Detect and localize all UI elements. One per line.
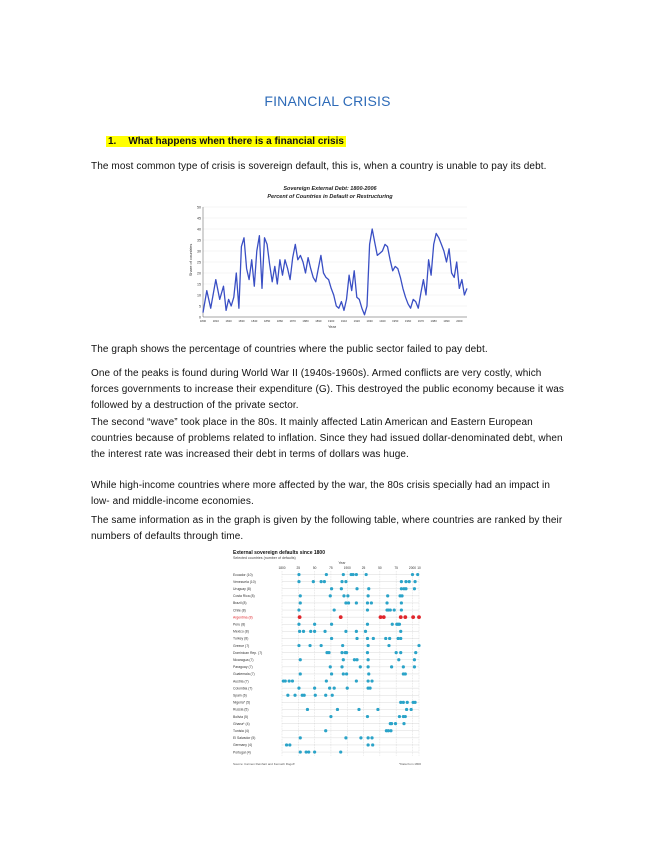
x-tick-label: 1960: [404, 319, 412, 323]
default-dot: [355, 679, 358, 682]
default-dot: [359, 665, 362, 668]
paragraph-world-war: One of the peaks is found during World War II (1940s-1960s). Armed conflicts are very costly, which forces governments to increase their expenditure (G). This destroyed the public economy because it was followed by a destruction of the private sector.: [91, 368, 565, 411]
chart-x-ticks: [200, 319, 463, 323]
default-dot: [405, 708, 408, 711]
default-dot: [340, 665, 343, 668]
x-tick-label: 1890: [315, 319, 322, 323]
default-dot: [402, 665, 405, 668]
default-dot: [411, 573, 414, 576]
default-dot: [331, 694, 334, 697]
x-tick-label: 25: [296, 566, 301, 570]
dot-chart-rows: [233, 573, 421, 755]
default-dot: [342, 594, 345, 597]
default-dot: [298, 615, 302, 619]
table-row: [233, 615, 421, 619]
default-dot: [344, 580, 347, 583]
default-dot: [313, 630, 316, 633]
table-row: [233, 672, 419, 676]
default-dot: [387, 644, 390, 647]
default-dot: [355, 587, 358, 590]
default-dot: [297, 687, 300, 690]
y-tick-label: 40: [197, 227, 201, 232]
default-dot: [417, 615, 421, 619]
chart-y-ticks: [197, 205, 201, 319]
default-dot: [342, 672, 345, 675]
default-dot: [329, 715, 332, 718]
default-dot: [389, 608, 392, 611]
default-dot: [385, 601, 388, 604]
table-row: [233, 693, 419, 697]
default-dot: [303, 694, 306, 697]
x-tick-label: 50: [312, 566, 317, 570]
default-dot: [297, 608, 300, 611]
table-row: [233, 722, 419, 726]
default-dot: [366, 601, 369, 604]
default-dot: [400, 580, 403, 583]
table-row: [233, 736, 419, 740]
document-title: FINANCIAL CRISIS: [264, 93, 391, 109]
default-dot: [400, 608, 403, 611]
default-dot: [346, 687, 349, 690]
default-dot: [395, 651, 398, 654]
default-dot: [342, 573, 345, 576]
default-dot: [371, 743, 374, 746]
x-tick-label: 1900: [328, 319, 335, 323]
y-tick-label: 0: [199, 315, 201, 320]
x-tick-label: 1850: [263, 319, 271, 323]
default-dot: [340, 587, 343, 590]
section-number: 1.: [108, 136, 117, 147]
default-dot: [344, 736, 347, 739]
x-tick-label: 2000: [456, 319, 463, 323]
x-tick-label: 75: [394, 566, 398, 570]
default-dot: [384, 637, 387, 640]
default-dot: [367, 665, 370, 668]
default-dot: [330, 637, 333, 640]
default-dot: [355, 637, 358, 640]
country-label: Ecuador (10): [233, 572, 253, 577]
country-label: Guatemala (7): [233, 672, 255, 677]
country-label: Nigeria* (5): [233, 700, 251, 705]
country-label: Germany (4): [233, 743, 253, 748]
default-dot: [299, 672, 302, 675]
table-row: [233, 679, 419, 683]
country-label: Colombia (7): [233, 686, 253, 691]
default-dot: [345, 651, 348, 654]
default-dot: [333, 608, 336, 611]
default-dot: [330, 623, 333, 626]
default-dot: [306, 708, 309, 711]
default-dot: [399, 630, 402, 633]
default-dot: [370, 679, 373, 682]
default-dot: [398, 715, 401, 718]
paragraph-table-intro: The same information as in the graph is given by the following table, where countries are ranked by their numbers of defaults through time.: [91, 515, 563, 542]
default-dot: [325, 679, 328, 682]
default-dot: [291, 679, 294, 682]
default-dot: [320, 644, 323, 647]
default-share-line-chart: [187, 183, 474, 329]
default-dot: [389, 729, 392, 732]
default-dot: [302, 630, 305, 633]
country-label: Bolivia (5): [233, 714, 249, 719]
table-row: [233, 587, 419, 591]
default-dot: [367, 672, 370, 675]
x-tick-label: 2000: [408, 566, 417, 570]
default-dot: [323, 630, 326, 633]
default-dot: [367, 658, 370, 661]
default-dot: [364, 630, 367, 633]
default-dot: [330, 672, 333, 675]
default-dot: [367, 736, 370, 739]
default-dot: [299, 736, 302, 739]
table-row: [233, 686, 419, 690]
default-dot: [314, 694, 317, 697]
x-tick-label: 1820: [225, 319, 232, 323]
default-dot: [288, 743, 291, 746]
dot-chart-subtitle: Selected countries (number of defaults): [233, 556, 296, 560]
default-dot: [293, 694, 296, 697]
default-dot: [417, 644, 420, 647]
country-label: Brazil (8): [233, 601, 247, 606]
default-dot: [339, 615, 343, 619]
default-dot: [402, 722, 405, 725]
default-dot: [340, 651, 343, 654]
default-dot: [406, 701, 409, 704]
chart-x-axis-label: Year: [327, 324, 337, 329]
y-tick-label: 35: [197, 238, 201, 243]
section-heading: [106, 136, 346, 147]
default-dot: [393, 608, 396, 611]
country-label: Dominican Rep. (7): [233, 650, 263, 655]
paragraph-second-wave: The second “wave” took place in the 80s. It mainly affected Latin American and Eastern European countries because of problems related to inflation. Since they had issued dollar-denominated debt, when the interest rate was increased their debt in terms of dollars was huge.: [91, 417, 563, 460]
default-dot: [410, 708, 413, 711]
paragraph-graph-description: The graph shows the percentage of countries where the public sector failed to pay debt.: [91, 344, 488, 355]
default-dot: [339, 750, 342, 753]
default-dot: [411, 615, 415, 619]
default-dot: [413, 658, 416, 661]
x-tick-label: 1940: [379, 319, 386, 323]
country-label: Ghana* (4): [233, 721, 250, 726]
default-dot: [370, 601, 373, 604]
x-tick-label: 50: [378, 566, 382, 570]
table-row: [233, 644, 421, 648]
x-tick-label: 1970: [417, 319, 424, 323]
default-dot: [386, 594, 389, 597]
default-dot: [330, 587, 333, 590]
table-row: [233, 701, 419, 705]
x-tick-label: 1930: [366, 319, 373, 323]
default-dot: [390, 722, 393, 725]
chart-title: Sovereign External Debt: 1800-2006: [283, 186, 377, 192]
default-dot: [352, 573, 355, 576]
default-dot: [367, 679, 370, 682]
default-dot: [299, 658, 302, 661]
default-dot: [324, 729, 327, 732]
table-row: [233, 750, 419, 754]
dot-chart-x-axis-label: Year: [338, 561, 346, 565]
y-tick-label: 10: [197, 293, 201, 298]
paragraph-intro: The most common type of crisis is sovereign default, this is, when a country is unable to pay its debt.: [91, 161, 547, 172]
default-dot: [366, 623, 369, 626]
default-dot: [413, 580, 416, 583]
default-dot: [297, 623, 300, 626]
country-label: Costa Rica (8): [233, 594, 255, 599]
table-row: [233, 715, 419, 719]
table-row: [233, 637, 419, 641]
country-label: Nicaragua (7): [233, 657, 254, 662]
default-dot: [367, 644, 370, 647]
default-dot: [309, 630, 312, 633]
table-row: [233, 743, 419, 747]
default-dot: [308, 644, 311, 647]
default-dot: [404, 580, 407, 583]
chart-y-axis-label: Share of countries: [188, 243, 193, 277]
x-tick-label: 1920: [353, 319, 360, 323]
default-dot: [355, 630, 358, 633]
default-dot: [285, 743, 288, 746]
default-dot: [399, 637, 402, 640]
default-dot: [355, 601, 358, 604]
default-dot: [390, 665, 393, 668]
default-dot: [328, 687, 331, 690]
table-row: [233, 651, 419, 655]
default-dot: [323, 580, 326, 583]
country-label: Turkey (8): [233, 636, 249, 641]
table-row: [233, 601, 419, 605]
x-tick-label: 1830: [238, 319, 245, 323]
table-row: [233, 573, 419, 577]
country-label: Uruguay (8): [233, 586, 251, 591]
default-dot: [388, 637, 391, 640]
country-label: Greece (7): [233, 643, 250, 648]
y-tick-label: 5: [199, 304, 201, 309]
default-dot: [398, 623, 401, 626]
y-tick-label: 20: [197, 271, 201, 276]
x-tick-label: 1810: [212, 319, 219, 323]
country-label: Austria (7): [233, 679, 249, 684]
default-dot: [413, 701, 416, 704]
default-dot: [365, 573, 368, 576]
table-row: [233, 658, 419, 662]
default-dot: [370, 736, 373, 739]
default-dot: [320, 580, 323, 583]
y-tick-label: 45: [197, 216, 201, 221]
dot-chart-source: Source: Carmen Reinhart and Kenneth Rogoff: [233, 762, 295, 766]
x-tick-label: 1910: [340, 319, 348, 323]
table-row: [233, 665, 419, 669]
table-row: [233, 580, 419, 584]
x-tick-label: 1840: [251, 319, 258, 323]
default-dot: [355, 658, 358, 661]
default-dot: [379, 615, 383, 619]
dot-chart-title: External sovereign defaults since 1800: [233, 550, 325, 556]
x-tick-label: 1880: [302, 319, 309, 323]
default-dot: [325, 573, 328, 576]
x-tick-label: 25: [361, 566, 366, 570]
y-tick-label: 25: [197, 260, 201, 265]
default-dot: [368, 687, 371, 690]
default-dot: [342, 658, 345, 661]
x-tick-label: 1980: [430, 319, 437, 323]
default-dot: [400, 601, 403, 604]
default-dot: [312, 580, 315, 583]
table-row: [233, 708, 419, 712]
default-dot: [346, 594, 349, 597]
default-dot: [391, 623, 394, 626]
default-dot: [359, 736, 362, 739]
x-tick-label: 1990: [443, 319, 450, 323]
default-dot: [397, 658, 400, 661]
default-dot: [403, 615, 407, 619]
default-dot: [327, 651, 330, 654]
default-dot: [333, 687, 336, 690]
table-row: [233, 630, 419, 634]
default-dot: [399, 615, 403, 619]
default-dot: [355, 573, 358, 576]
default-dot: [324, 694, 327, 697]
default-dot: [376, 708, 379, 711]
default-dot: [341, 644, 344, 647]
default-dot: [313, 750, 316, 753]
y-tick-label: 30: [197, 249, 201, 254]
default-dot: [299, 601, 302, 604]
default-dot: [414, 651, 417, 654]
default-dot: [382, 615, 386, 619]
default-dot: [394, 722, 397, 725]
y-tick-label: 50: [197, 205, 201, 210]
default-dot: [367, 743, 370, 746]
default-dot: [399, 651, 402, 654]
country-label: Tunisia (4): [233, 728, 249, 733]
country-label: Chile (8): [233, 608, 246, 613]
default-dot: [408, 580, 411, 583]
default-dot: [344, 630, 347, 633]
table-row: [233, 622, 419, 626]
country-label: Argentina (8): [233, 615, 253, 620]
default-dot: [297, 573, 300, 576]
default-dot: [288, 679, 291, 682]
default-dot: [400, 594, 403, 597]
default-dot: [347, 601, 350, 604]
default-dot: [299, 750, 302, 753]
x-tick-label: 1860: [276, 319, 284, 323]
y-tick-label: 15: [197, 282, 201, 287]
default-dot: [286, 694, 289, 697]
default-dot: [413, 587, 416, 590]
default-dot: [340, 580, 343, 583]
x-tick-label: 1950: [392, 319, 399, 323]
default-dot: [367, 594, 370, 597]
default-dot: [404, 672, 407, 675]
section-heading-text: What happens when there is a financial crisis: [128, 136, 344, 147]
country-label: Venezuela (10): [233, 579, 256, 584]
country-label: Portugal (4): [233, 750, 251, 755]
x-tick-label: 1900: [343, 566, 351, 570]
default-dot: [313, 623, 316, 626]
default-dot: [336, 708, 339, 711]
default-dot: [366, 637, 369, 640]
default-dot: [404, 715, 407, 718]
default-dot: [402, 701, 405, 704]
default-dot: [372, 637, 375, 640]
default-dot: [329, 594, 332, 597]
dot-chart-note: *Data from 1800: [399, 762, 421, 766]
x-tick-label: 1870: [289, 319, 296, 323]
default-dot: [366, 608, 369, 611]
defaults-dot-chart: [232, 547, 422, 767]
country-label: Mexico (8): [233, 629, 249, 634]
default-dot: [307, 750, 310, 753]
country-label: Peru (8): [233, 622, 246, 627]
default-dot: [329, 665, 332, 668]
x-tick-label: 10: [417, 566, 421, 570]
default-dot: [313, 687, 316, 690]
country-label: El Salvador (5): [233, 736, 256, 741]
table-row: [233, 608, 419, 612]
x-tick-label: 75: [329, 566, 333, 570]
default-dot: [297, 644, 300, 647]
x-tick-label: 1800: [199, 319, 207, 323]
default-dot: [366, 651, 369, 654]
default-dot: [299, 594, 302, 597]
default-dot: [345, 672, 348, 675]
country-label: Paraguay (7): [233, 665, 253, 670]
default-dot: [284, 679, 287, 682]
default-dot: [367, 587, 370, 590]
default-dot: [357, 708, 360, 711]
default-dot: [297, 580, 300, 583]
default-dot: [298, 630, 301, 633]
country-label: Spain (6): [233, 693, 247, 698]
chart-series-line: [203, 229, 467, 315]
paragraph-income: While high-income countries where more affected by the war, the 80s crisis specially had an impact in low- and middle-income economies.: [91, 480, 551, 507]
default-dot: [404, 587, 407, 590]
table-row: [233, 594, 419, 598]
x-tick-label: 1800: [278, 566, 286, 570]
default-dot: [366, 715, 369, 718]
table-row: [233, 729, 419, 733]
country-label: Russia (5): [233, 707, 249, 712]
default-dot: [416, 573, 419, 576]
chart-subtitle: Percent of Countries in Default or Restructuring: [267, 194, 393, 200]
default-dot: [413, 665, 416, 668]
